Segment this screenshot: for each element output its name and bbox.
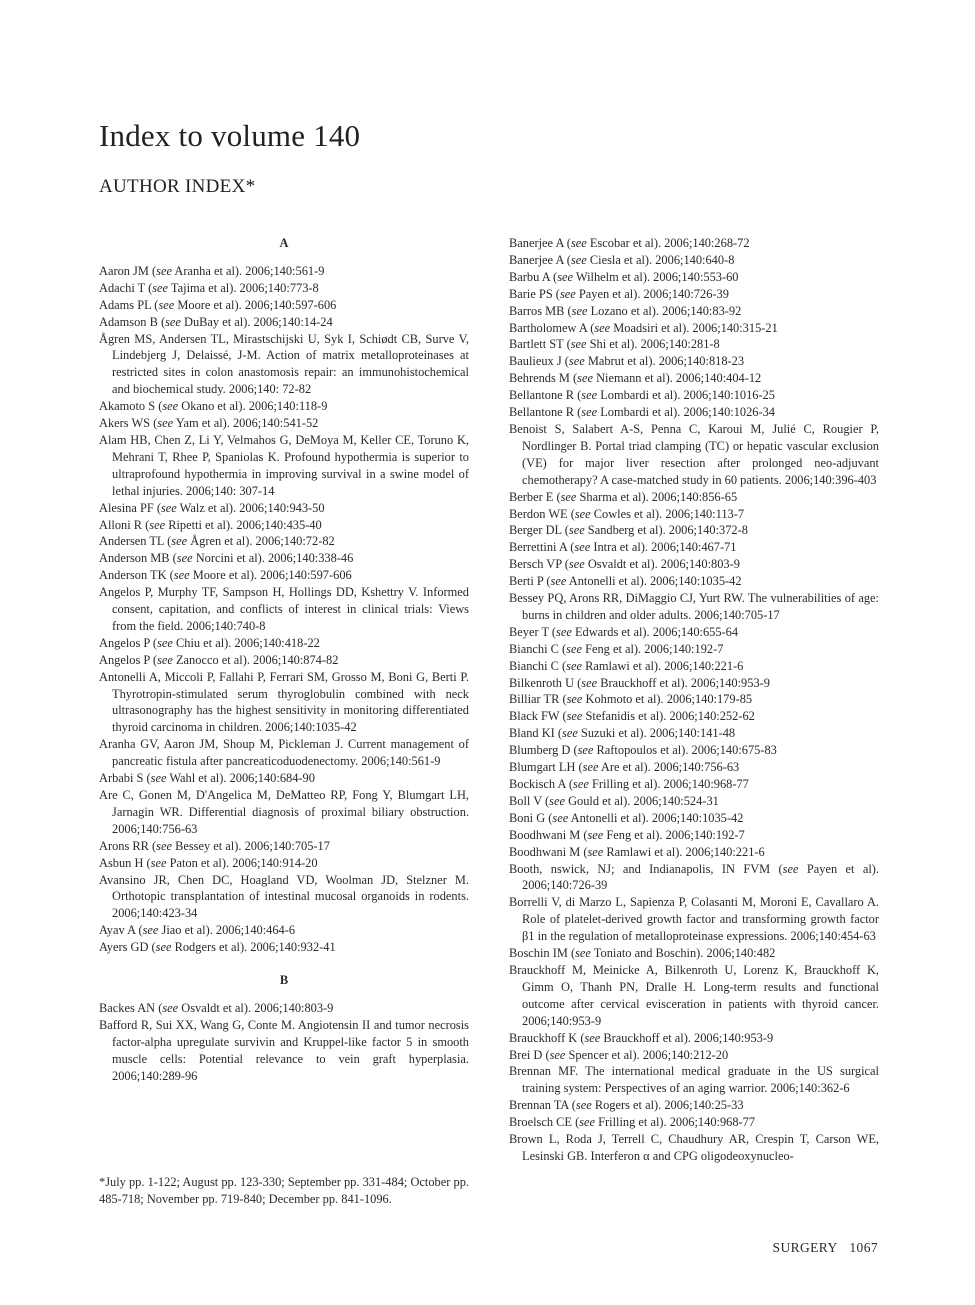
entry-text: DuBay et al). 2006;140:14-24	[180, 314, 333, 329]
see-reference: see	[152, 280, 169, 295]
index-entry	[509, 1131, 879, 1165]
entry-text: Aranha GV, Aaron JM, Shoup M, Pickleman J. Current management of pancreatic fistula after pancreaticoduodenectomy. 2006;140:561-9	[99, 737, 469, 769]
see-reference: see	[566, 641, 582, 656]
entry-text: Asbun H (	[99, 855, 151, 870]
entry-text: Intra et al). 2006;140:467-71	[590, 540, 737, 555]
see-reference: see	[566, 692, 583, 707]
index-entry	[509, 404, 879, 421]
index-entry	[99, 297, 469, 314]
page-footer	[773, 1240, 878, 1256]
entry-text: Barbu A (	[509, 269, 558, 284]
journal-name: SURGERY	[772, 1240, 838, 1255]
index-entry	[509, 759, 879, 776]
index-entry	[509, 320, 879, 337]
letter-heading-a: A	[279, 236, 289, 250]
see-reference: see	[570, 252, 587, 267]
see-reference: see	[577, 371, 593, 386]
index-entry	[509, 844, 879, 861]
entry-text: Baulieux J (	[509, 354, 569, 369]
index-entry	[99, 398, 469, 415]
index-entry	[509, 827, 879, 844]
index-entry	[99, 500, 469, 517]
index-entry	[509, 303, 879, 320]
index-entry	[99, 432, 469, 500]
entry-text: Spencer et al). 2006;140:212-20	[565, 1047, 729, 1062]
entry-text: Wilhelm et al). 2006;140:553-60	[573, 269, 739, 284]
see-reference: see	[171, 534, 188, 549]
entry-text: Lombardi et al). 2006;140:1026-34	[597, 405, 776, 420]
see-reference: see	[557, 269, 574, 284]
index-entry	[509, 370, 879, 387]
entries-b-right	[509, 235, 879, 1165]
entry-text: Bland KI (	[509, 726, 562, 741]
see-reference: see	[587, 844, 604, 859]
entry-text: Ayers GD (	[99, 940, 156, 955]
see-reference: see	[587, 827, 604, 842]
entry-text: Banerjee A (	[509, 236, 571, 250]
index-entry	[99, 922, 469, 939]
entry-text: Okano et al). 2006;140:118-9	[178, 399, 328, 414]
entry-text: Bartholomew A (	[509, 320, 595, 335]
entry-text: Borrelli V, di Marzo L, Sapienza P, Colasanti M, Moroni E, Cavallaro A. Role of platelet-derived growth factor and transforming growth factor β1 in the regulation of metalloproteinase expressions. 2006;140:454-63	[509, 895, 879, 944]
entry-text: Raftopoulos et al). 2006;140:675-83	[593, 743, 777, 758]
entry-text: Alesina PF (	[99, 500, 161, 515]
entry-text: Boschin IM (	[509, 946, 576, 961]
index-entry	[99, 263, 469, 280]
entry-text: Barie PS (	[509, 286, 560, 301]
index-entry	[509, 962, 879, 1030]
index-entry	[509, 861, 879, 895]
see-reference: see	[556, 624, 572, 639]
see-reference: see	[158, 297, 175, 312]
entry-text: Ramlawi et al). 2006;140:221-6	[603, 844, 765, 859]
entry-text: Boodhwani M (	[509, 844, 588, 859]
entry-text: Broelsch CE (	[509, 1115, 580, 1130]
entry-text: Adams PL (	[99, 297, 159, 312]
entry-text: Edwards et al). 2006;140:655-64	[571, 624, 739, 639]
see-reference: see	[571, 303, 588, 318]
entry-text: Suzuki et al). 2006;140:141-48	[577, 726, 736, 741]
see-reference: see	[782, 861, 799, 876]
entry-text: Blumgart LH (	[509, 760, 583, 775]
see-reference: see	[549, 793, 565, 808]
index-entry	[509, 810, 879, 827]
index-entry	[509, 1030, 879, 1047]
index-entry	[509, 1047, 879, 1064]
see-reference: see	[566, 658, 582, 673]
see-reference: see	[574, 540, 591, 555]
entry-text: Ripetti et al). 2006;140:435-40	[165, 517, 322, 532]
see-reference: see	[156, 263, 172, 278]
index-entry	[509, 556, 879, 573]
entry-text: Rodgers et al). 2006;140:932-41	[171, 940, 336, 955]
entry-text: Gould et al). 2006;140:524-31	[565, 793, 719, 808]
entry-text: Ramlawi et al). 2006;140:221-6	[581, 658, 744, 673]
entry-text: Payen et al). 2006;140:726-39	[522, 861, 879, 893]
entry-text: Banerjee A (	[509, 252, 571, 267]
index-entry	[509, 725, 879, 742]
see-reference: see	[160, 500, 177, 515]
entry-text: Aaron JM (	[99, 263, 157, 278]
entry-text: Norcini et al). 2006;140:338-46	[192, 551, 354, 566]
see-reference: see	[560, 489, 577, 504]
entry-text: Feng et al). 2006;140:192-7	[581, 641, 724, 656]
see-reference: see	[150, 771, 167, 786]
entry-text: Ciesla et al). 2006;140:640-8	[586, 252, 735, 267]
see-reference: see	[574, 506, 591, 521]
index-entry	[509, 1063, 879, 1097]
index-entry	[99, 517, 469, 534]
see-reference: see	[165, 314, 181, 329]
entry-text: Antonelli et al). 2006;140:1035-42	[566, 574, 742, 589]
index-entry	[509, 624, 879, 641]
entry-text: Behrends M (	[509, 371, 578, 386]
index-entry	[509, 387, 879, 404]
entry-text: Bianchi C (	[509, 641, 567, 656]
index-entry	[99, 939, 469, 956]
entry-text: Bilkenroth U (	[509, 675, 582, 690]
entry-text: Niemann et al). 2006;140:404-12	[592, 371, 762, 386]
entry-text: Boodhwani M (	[509, 827, 588, 842]
entry-text: Andersen TL (	[99, 534, 172, 549]
index-entry	[509, 506, 879, 523]
see-reference: see	[549, 1047, 566, 1062]
index-entry	[509, 489, 879, 506]
entry-text: Lombardi et al). 2006;140:1016-25	[597, 388, 776, 403]
index-entry	[509, 336, 879, 353]
index-entry	[509, 742, 879, 759]
entry-text: Berdon WE (	[509, 506, 575, 521]
entry-text: Shi et al). 2006;140:281-8	[586, 337, 720, 352]
see-reference: see	[162, 1000, 179, 1015]
index-entry	[99, 533, 469, 550]
index-entry	[509, 894, 879, 945]
entries-a	[99, 263, 469, 956]
index-entry	[99, 838, 469, 855]
entry-text: Paton et al). 2006;140:914-20	[166, 855, 318, 870]
index-entry	[509, 522, 879, 539]
entry-text: Ågren et al). 2006;140:72-82	[187, 534, 335, 549]
entry-text: Berti P (	[509, 574, 551, 589]
entry-text: Bockisch A (	[509, 777, 574, 791]
index-entry	[509, 539, 879, 556]
see-reference: see	[176, 551, 193, 566]
entry-text: Brei D (	[509, 1047, 550, 1062]
entry-text: Benoist S, Salabert A-S, Penna C, Karoui M, Julié C, Rougier P, Nordlinger B. Portal triad clamping (TC) or hepatic vascular exclusion (VE) for major liver resection after prolonged neo-adjuvant chemotherapy? A case-matched study in 60 patients. 2006;140:396-403	[509, 421, 879, 487]
index-entry	[509, 421, 879, 489]
entry-text: Bellantone R (	[509, 388, 582, 403]
index-entry	[99, 855, 469, 872]
index-entry	[509, 691, 879, 708]
index-entry	[99, 314, 469, 331]
see-reference: see	[562, 726, 578, 741]
entry-text: Backes AN (	[99, 1000, 163, 1015]
entry-text: Bessey et al). 2006;140:705-17	[171, 838, 330, 853]
entry-text: Are C, Gonen M, D'Angelica M, DeMatteo RP, Fong Y, Blumgart LH, Jarnagin WR. Differential diagnosis of proximal biliary obstruction. 2006;140:756-63	[99, 788, 469, 836]
footnote: *July pp. 1-122; August pp. 123-330; September pp. 331-484; October pp. 485-718; November pp. 719-840; December pp. 841-1096.	[99, 1175, 469, 1206]
entry-text: Osvaldt et al). 2006;140:803-9	[178, 1000, 334, 1015]
see-reference: see	[579, 1115, 596, 1130]
index-entry	[509, 776, 879, 793]
see-reference: see	[584, 1030, 601, 1045]
see-reference: see	[570, 236, 587, 250]
see-reference: see	[550, 574, 567, 589]
index-entry	[99, 584, 469, 635]
see-reference: see	[157, 652, 173, 667]
index-entry	[509, 235, 879, 252]
entry-text: Barros MB (	[509, 303, 572, 318]
entry-text: Booth, nswick, NJ; and Indianapolis, IN FVM (	[509, 861, 783, 876]
index-entry	[509, 945, 879, 962]
entry-text: Stefanidis et al). 2006;140:252-62	[582, 709, 755, 724]
entry-text: Brauckhoff et al). 2006;140:953-9	[600, 1030, 774, 1045]
see-reference: see	[577, 743, 594, 758]
entry-text: Sharma et al). 2006;140:856-65	[576, 489, 738, 504]
entry-text: Moore et al). 2006;140:597-606	[174, 297, 337, 312]
index-entry	[99, 1017, 469, 1085]
see-reference: see	[157, 635, 173, 650]
page-number: 1067	[849, 1240, 878, 1255]
entry-text: Aranha et al). 2006;140:561-9	[171, 263, 325, 278]
entry-text: Brennan MF. The international medical graduate in the US surgical training system: Perspectives of an aging warrior. 2006;140:362-6	[509, 1064, 879, 1096]
see-reference: see	[573, 777, 589, 791]
page-title: Index to volume 140	[99, 118, 361, 153]
see-reference: see	[156, 838, 172, 853]
entry-text: Angelos P (	[99, 635, 158, 650]
see-reference: see	[150, 855, 167, 870]
entry-text: Antonelli A, Miccoli P, Fallahi P, Ferrari SM, Grosso M, Boni G, Berti P. Thyrotropin-stimulated serum thyroglobulin combined with neck ultrasonography has the highest sensitivity in monitoring differentiated thyroid carcinoma in children. 2006;140:1035-42	[99, 669, 469, 735]
index-entry	[99, 652, 469, 669]
index-entry	[509, 269, 879, 286]
entry-text: Ågren MS, Andersen TL, Mirastschijski U, Syk I, Schiødt CB, Surve V, Lindebjerg J, Delaissé, J-M. Action of matrix metalloproteinases at restricted sites in colon anastomosis repair: an immunohistochemical and biochemical study. 2006;140: 72-82	[99, 331, 469, 397]
entry-text: Ayav A (	[99, 923, 143, 938]
entry-text: Yam et al). 2006;140:541-52	[173, 416, 319, 431]
index-entry	[509, 675, 879, 692]
entry-text: Arbabi S (	[99, 771, 151, 786]
index-entry	[509, 353, 879, 370]
index-entry	[99, 280, 469, 297]
index-entry	[99, 550, 469, 567]
entry-text: Escobar et al). 2006;140:268-72	[586, 236, 750, 250]
see-reference: see	[173, 568, 190, 583]
index-entry	[99, 567, 469, 584]
entry-text: Adachi T (	[99, 280, 153, 295]
entry-text: Bersch VP (	[509, 557, 569, 572]
section-title: AUTHOR INDEX*	[99, 176, 256, 197]
entry-text: Bartlett ST (	[509, 337, 571, 352]
entry-text: Berger DL (	[509, 523, 569, 538]
entry-text: Osvaldt et al). 2006;140:803-9	[584, 557, 740, 572]
index-entry	[509, 708, 879, 725]
see-reference: see	[581, 405, 598, 420]
index-entry	[509, 1114, 879, 1131]
see-reference: see	[568, 557, 585, 572]
index-entry	[509, 1097, 879, 1114]
entry-text: Boni G (	[509, 810, 553, 825]
entry-text: Cowles et al). 2006;140:113-7	[590, 506, 745, 521]
entry-text: Mabrut et al). 2006;140:818-23	[584, 354, 745, 369]
entry-text: Toniato and Boschin). 2006;140:482	[590, 946, 776, 961]
entry-text: Are et al). 2006;140:756-63	[598, 760, 740, 775]
entry-text: Bafford R, Sui XX, Wang G, Conte M. Angiotensin II and tumor necrosis factor-alpha upregulate survivin and Kruppel-like factor 5 in smooth muscle cells: Potential relevance to vein graft hyperplasia. 2006;140:289-96	[99, 1017, 469, 1083]
entry-text: Angelos P (	[99, 652, 158, 667]
index-entry	[509, 793, 879, 810]
entry-text: Avansino JR, Chen DC, Hoagland VD, Woolman JD, Stelzner M. Orthotopic transplantation of intestinal mucosal organoids in rodents. 2006;140:423-34	[99, 872, 469, 921]
index-entry	[99, 635, 469, 652]
left-column	[99, 235, 469, 1085]
entry-text: Brown L, Roda J, Terrell C, Chaudhury AR, Crespin T, Carson WE, Lesinski GB. Interferon α and CPG oligodeoxynucleo-	[509, 1132, 879, 1163]
entry-text: Blumberg D (	[509, 743, 578, 758]
index-entry	[99, 787, 469, 838]
entry-text: Brennan TA (	[509, 1098, 576, 1113]
entry-text: Billiar TR (	[509, 692, 567, 707]
see-reference: see	[155, 940, 172, 955]
right-column	[509, 235, 879, 1165]
see-reference: see	[575, 1098, 592, 1113]
entry-text: Kohmoto et al). 2006;140:179-85	[582, 692, 753, 707]
entry-text: Frilling et al). 2006;140:968-77	[595, 1115, 756, 1130]
entry-text: Akers WS (	[99, 416, 158, 431]
index-entry	[509, 573, 879, 590]
see-reference: see	[568, 354, 585, 369]
index-entry	[99, 770, 469, 787]
entry-text: Chiu et al). 2006;140:418-22	[172, 635, 320, 650]
entry-text: Walz et al). 2006;140:943-50	[176, 500, 325, 515]
entry-text: Zanocco et al). 2006;140:874-82	[172, 652, 339, 667]
index-entry	[509, 286, 879, 303]
entry-text: Moore et al). 2006;140:597-606	[189, 568, 352, 583]
see-reference: see	[157, 416, 174, 431]
entry-text: Jiao et al). 2006;140:464-6	[158, 923, 296, 938]
entry-text: Brauckhoff et al). 2006;140:953-9	[597, 675, 770, 690]
entry-text: Antonelli et al). 2006;140:1035-42	[568, 810, 744, 825]
see-reference: see	[575, 946, 591, 961]
letter-heading-b: B	[279, 973, 289, 988]
entry-text: Payen et al). 2006;140:726-39	[575, 286, 729, 301]
entry-text: Lozano et al). 2006;140:83-92	[587, 303, 742, 318]
see-reference: see	[552, 810, 569, 825]
see-reference: see	[559, 286, 576, 301]
entry-text: Alloni R (	[99, 517, 150, 532]
entry-text: Anderson MB (	[99, 551, 177, 566]
see-reference: see	[568, 523, 585, 538]
entry-text: Berrettini A (	[509, 540, 575, 555]
entry-text: Tajima et al). 2006;140:773-8	[168, 280, 319, 295]
see-reference: see	[594, 320, 611, 335]
entry-text: Frilling et al). 2006;140:968-77	[588, 777, 749, 791]
entry-text: Rogers et al). 2006;140:25-33	[591, 1098, 744, 1113]
see-reference: see	[582, 760, 599, 775]
see-reference: see	[566, 709, 583, 724]
entry-text: Alam HB, Chen Z, Li Y, Velmahos G, DeMoya M, Keller CE, Toruno K, Mehrani T, Rhee P, Spaniolas K. Profound hypothermia is superior to ultraprofound hypothermia in improving survival in a swine model of lethal injuries. 2006;140: 307-14	[99, 432, 469, 498]
see-reference: see	[162, 399, 179, 414]
entry-text: Adamson B (	[99, 314, 166, 329]
entry-text: Black FW (	[509, 709, 567, 724]
index-entry	[99, 1000, 469, 1017]
entry-text: Berber E (	[509, 489, 561, 504]
entry-text: Boll V (	[509, 793, 550, 808]
see-reference: see	[581, 388, 598, 403]
entry-text: Beyer T (	[509, 624, 557, 639]
entry-text: Feng et al). 2006;140:192-7	[603, 827, 745, 842]
see-reference: see	[581, 675, 598, 690]
entry-text: Bellantone R (	[509, 405, 582, 420]
entries-b-left	[99, 1000, 469, 1085]
entry-text: Bianchi C (	[509, 658, 567, 673]
entry-text: Sandberg et al). 2006;140:372-8	[584, 523, 748, 538]
entry-text: Brauckhoff K (	[509, 1030, 585, 1045]
entry-text: Bessey PQ, Arons RR, DiMaggio CJ, Yurt RW. The vulnerabilities of age: burns in children and older adults. 2006;140:705-17	[509, 591, 879, 622]
index-entry	[99, 415, 469, 432]
see-reference: see	[570, 337, 587, 352]
index-entry	[99, 331, 469, 399]
entry-text: Moadsiri et al). 2006;140:315-21	[610, 320, 778, 335]
entry-text: Wahl et al). 2006;140:684-90	[166, 771, 315, 786]
entry-text: Angelos P, Murphy TF, Sampson H, Hollings DD, Kshettry V. Informed consent, capitation, and conflicts of interest in clinical trials: Views from the field. 2006;140:740-8	[99, 585, 469, 633]
index-entry	[509, 658, 879, 675]
index-entry	[99, 736, 469, 770]
index-entry	[509, 252, 879, 269]
entry-text: Brauckhoff M, Meinicke A, Bilkenroth U, Lorenz K, Brauckhoff K, Gimm O, Thanh PN, Dralle H. Long-term results and functional outcome after cervical evisceration in patients with thyroid cancer. 2006;140:953-9	[509, 962, 879, 1028]
index-entry	[509, 590, 879, 624]
entry-text: Anderson TK (	[99, 568, 174, 583]
index-entry	[99, 669, 469, 737]
index-entry	[99, 872, 469, 923]
entry-text: Arons RR (	[99, 838, 157, 853]
see-reference: see	[149, 517, 166, 532]
entry-text: Akamoto S (	[99, 399, 163, 414]
index-entry	[509, 641, 879, 658]
see-reference: see	[142, 923, 159, 938]
